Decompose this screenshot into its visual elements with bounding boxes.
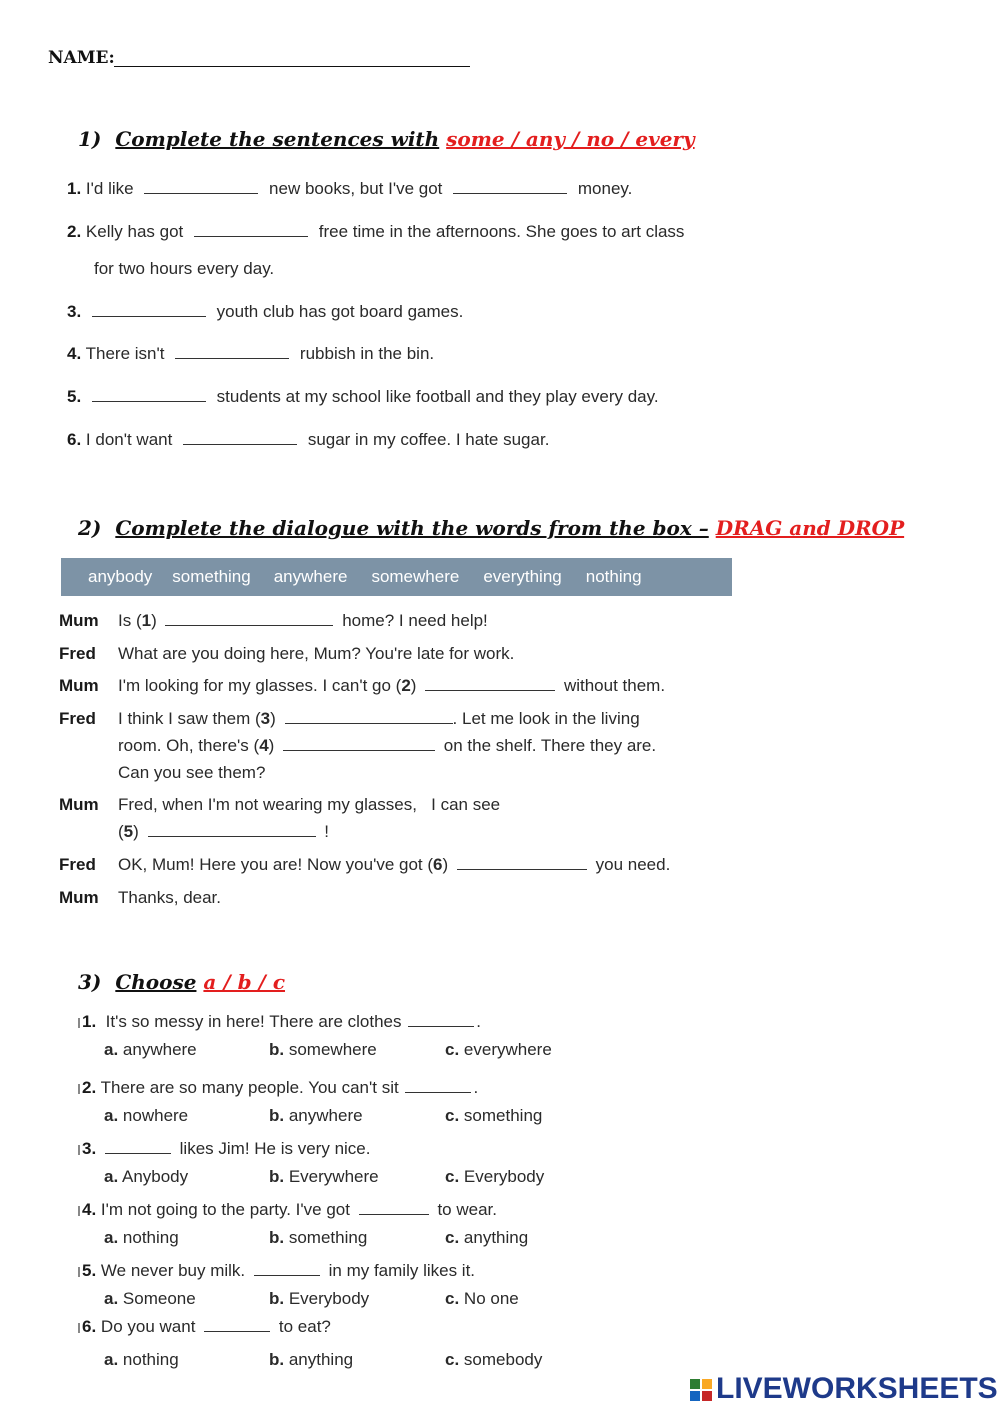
q2-option-a[interactable]: a. nowhere [104, 1106, 189, 1125]
drop-blank-3[interactable] [285, 722, 453, 724]
dialogue-line-5: room. Oh, there's (4) on the shelf. There they are. [118, 736, 657, 755]
dialogue-line-7: Fred, when I'm not wearing my glasses, I can see [118, 795, 501, 814]
s1-item-4: 4. There isn't rubbish in the bin. [67, 344, 435, 363]
q3-question-3: 3. likes Jim! He is very nice. [82, 1139, 371, 1158]
q5-option-a[interactable]: a. Someone [104, 1289, 196, 1308]
answer-blank[interactable] [408, 1025, 474, 1027]
drop-blank-6[interactable] [457, 868, 587, 870]
section1-heading: 1) Complete the sentences with some / any / no / every [78, 127, 695, 151]
section3-heading: 3) Choose a / b / c [78, 970, 286, 994]
q2-option-c[interactable]: c. something [445, 1106, 543, 1125]
liveworksheets-logo-text: LIVEWORKSHEETS [716, 1372, 998, 1405]
drag-word-everything[interactable]: everything [483, 567, 562, 586]
drag-word-anywhere[interactable]: anywhere [273, 567, 348, 586]
tick-mark [78, 1267, 80, 1277]
q3-option-a[interactable]: a. Anybody [104, 1167, 189, 1186]
dialogue-line-8: (5) ! [118, 822, 330, 841]
q4-option-c[interactable]: c. anything [445, 1228, 529, 1247]
speaker-mum: Mum [59, 795, 99, 814]
dialogue-line-10: Thanks, dear. [118, 888, 222, 907]
q3-option-b[interactable]: b. Everywhere [269, 1167, 379, 1186]
tick-mark [78, 1018, 80, 1028]
drag-word-something[interactable]: something [172, 567, 251, 586]
drop-blank-4[interactable] [283, 749, 435, 751]
tick-mark [78, 1084, 80, 1094]
tick-mark [78, 1145, 80, 1155]
drag-word-anybody[interactable]: anybody [88, 567, 153, 586]
speaker-mum: Mum [59, 611, 99, 630]
q5-option-b[interactable]: b. Everybody [269, 1289, 370, 1308]
q4-option-a[interactable]: a. nothing [104, 1228, 179, 1247]
s1-item-2-cont: for two hours every day. [94, 259, 275, 278]
drop-blank-2[interactable] [425, 689, 555, 691]
s1-item-3: 3. youth club has got board games. [67, 302, 464, 321]
q2-option-b[interactable]: b. anywhere [269, 1106, 363, 1125]
answer-blank[interactable] [194, 235, 308, 237]
dialogue-line-1: Is (1) home? I need help! [118, 611, 488, 630]
q3-question-2: 2. There are so many people. You can't sit . [82, 1078, 479, 1097]
tick-mark [78, 1206, 80, 1216]
q5-option-c[interactable]: c. No one [445, 1289, 519, 1308]
answer-blank[interactable] [359, 1213, 429, 1215]
q1-option-b[interactable]: b. somewhere [269, 1040, 377, 1059]
s1-item-1: 1. I'd like new books, but I've got money. [67, 179, 633, 198]
s1-item-2: 2. Kelly has got free time in the afternoons. She goes to art class [67, 222, 685, 241]
speaker-fred: Fred [59, 855, 96, 874]
dialogue-line-4: I think I saw them (3) . Let me look in the living [118, 709, 640, 728]
dialogue-line-6: Can you see them? [118, 763, 266, 782]
answer-blank[interactable] [405, 1091, 471, 1093]
s1-item-6: 6. I don't want sugar in my coffee. I hate sugar. [67, 430, 550, 449]
q3-question-5: 5. We never buy milk. in my family likes it. [82, 1261, 476, 1280]
dialogue-line-3: I'm looking for my glasses. I can't go (2) without them. [118, 676, 666, 695]
q4-option-b[interactable]: b. something [269, 1228, 368, 1247]
q1-option-a[interactable]: a. anywhere [104, 1040, 197, 1059]
answer-blank[interactable] [92, 400, 206, 402]
answer-blank[interactable] [144, 192, 258, 194]
answer-blank[interactable] [92, 315, 206, 317]
q6-option-c[interactable]: c. somebody [445, 1350, 543, 1369]
word-box [61, 558, 732, 596]
q6-option-b[interactable]: b. anything [269, 1350, 354, 1369]
q3-question-6: 6. Do you want to eat? [82, 1317, 331, 1336]
tick-mark [78, 1323, 80, 1333]
answer-blank[interactable] [204, 1330, 270, 1332]
speaker-fred: Fred [59, 644, 96, 663]
speaker-fred: Fred [59, 709, 96, 728]
speaker-mum: Mum [59, 676, 99, 695]
answer-blank[interactable] [183, 443, 297, 445]
answer-blank[interactable] [453, 192, 567, 194]
drop-blank-1[interactable] [165, 624, 333, 626]
drop-blank-5[interactable] [148, 835, 316, 837]
name-label: NAME: [48, 48, 115, 68]
section2-heading: 2) Complete the dialogue with the words from the box – DRAG and DROP [78, 516, 905, 540]
q1-option-c[interactable]: c. everywhere [445, 1040, 552, 1059]
answer-blank[interactable] [105, 1152, 171, 1154]
q3-option-c[interactable]: c. Everybody [445, 1167, 545, 1186]
drag-word-somewhere[interactable]: somewhere [371, 567, 460, 586]
q6-option-a[interactable]: a. nothing [104, 1350, 179, 1369]
dialogue-line-2: What are you doing here, Mum? You're late for work. [118, 644, 515, 663]
liveworksheets-logo-icon [690, 1379, 712, 1401]
speaker-mum: Mum [59, 888, 99, 907]
answer-blank[interactable] [254, 1274, 320, 1276]
q3-question-1: 1. It's so messy in here! There are clothes . [82, 1012, 481, 1031]
name-input-line[interactable] [114, 66, 470, 67]
drag-word-nothing[interactable]: nothing [585, 567, 642, 586]
dialogue-line-9: OK, Mum! Here you are! Now you've got (6) you need. [118, 855, 671, 874]
s1-item-5: 5. students at my school like football and they play every day. [67, 387, 659, 406]
q3-question-4: 4. I'm not going to the party. I've got to wear. [82, 1200, 497, 1219]
answer-blank[interactable] [175, 357, 289, 359]
